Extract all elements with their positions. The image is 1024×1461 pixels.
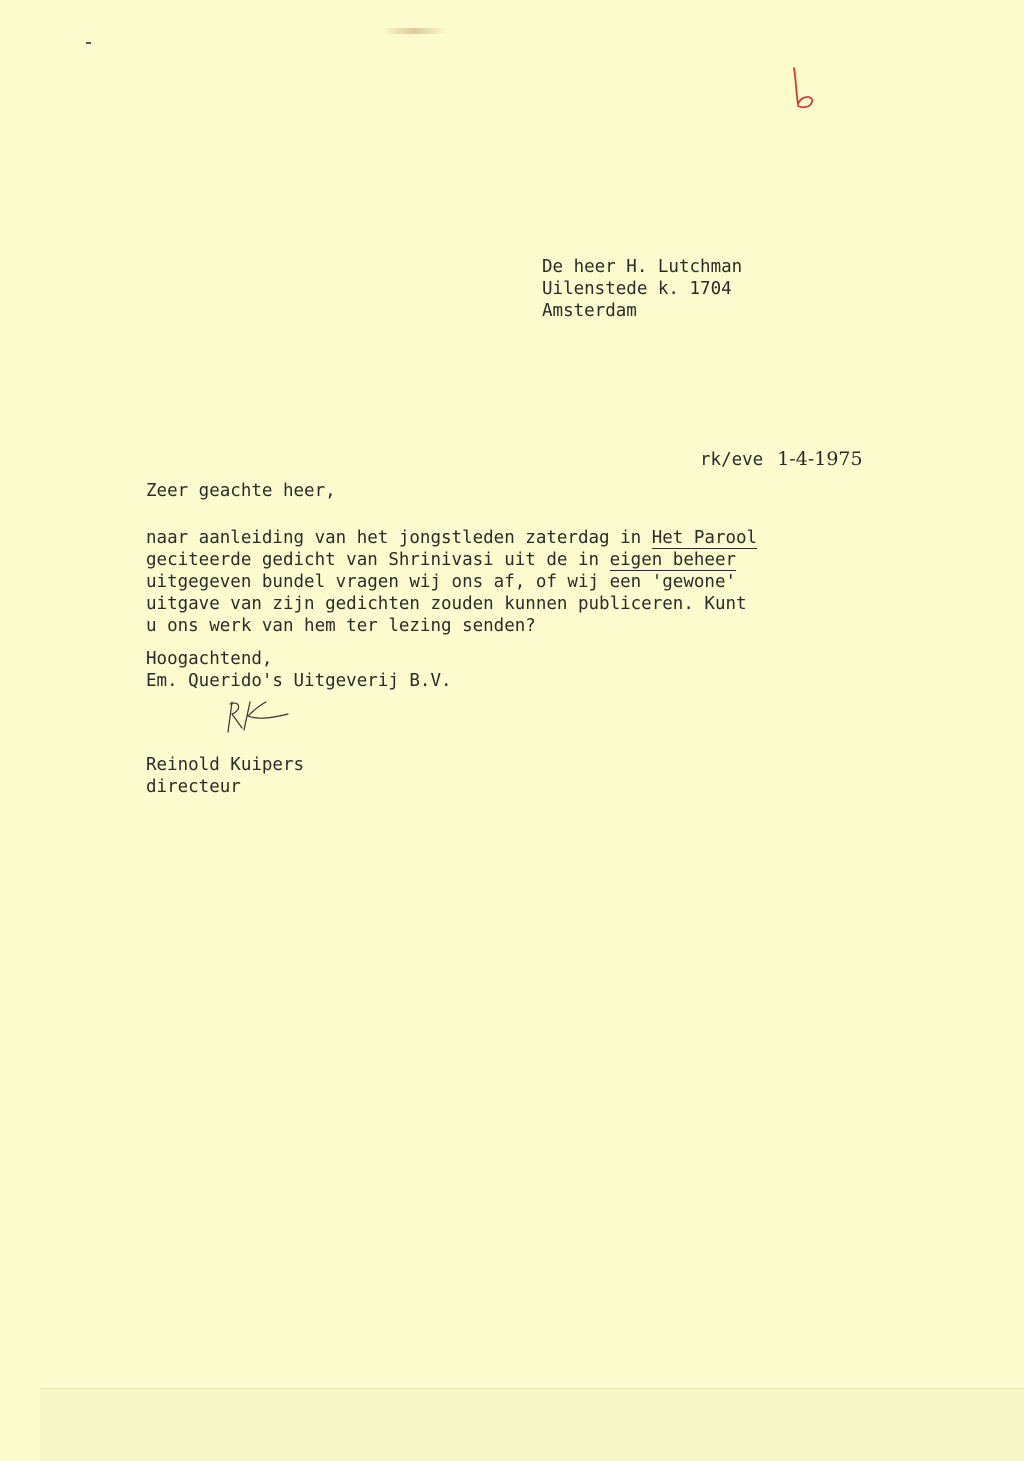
recipient-city: Amsterdam [542, 301, 637, 321]
handwritten-signature [222, 698, 292, 736]
signer-name: Reinold Kuipers [146, 755, 305, 775]
body-line-4: uitgave van zijn gedichten zouden kunnen publiceren. Kunt [146, 594, 747, 614]
letter-date: 1-4-1975 [777, 448, 863, 470]
body-line-5: u ons werk van hem ter lezing senden? [146, 616, 536, 636]
body-line-1 [146, 527, 757, 549]
recipient-name: De heer H. Lutchman [542, 257, 743, 277]
recipient-address [542, 256, 742, 322]
newspaper-name: Het Parool [651, 528, 758, 548]
underlined-phrase: eigen beheer [609, 550, 737, 570]
letter-body [146, 527, 757, 637]
reference-line [700, 448, 863, 471]
ink-speck [86, 42, 91, 44]
recipient-street: Uilenstede k. 1704 [542, 279, 732, 299]
body-text-span: naar aanleiding van het jongstleden zaterdag in [146, 528, 652, 548]
closing-greeting: Hoogachtend, [146, 649, 273, 669]
body-text-span: geciteerde gedicht van Shrinivasi uit de in [146, 550, 610, 570]
signer-title: directeur [146, 777, 241, 797]
company-name: Em. Querido's Uitgeverij B.V. [146, 671, 452, 691]
underlying-sheet-edge [40, 1388, 1024, 1461]
body-line-2 [146, 549, 757, 571]
signer-block [146, 754, 304, 798]
paper-smudge [382, 28, 446, 34]
reference-code: rk/eve [700, 450, 764, 470]
closing [146, 648, 452, 692]
salutation: Zeer geachte heer, [146, 481, 336, 501]
handwritten-page-mark [788, 66, 818, 110]
body-line-3: uitgegeven bundel vragen wij ons af, of wij een 'gewone' [146, 572, 737, 592]
